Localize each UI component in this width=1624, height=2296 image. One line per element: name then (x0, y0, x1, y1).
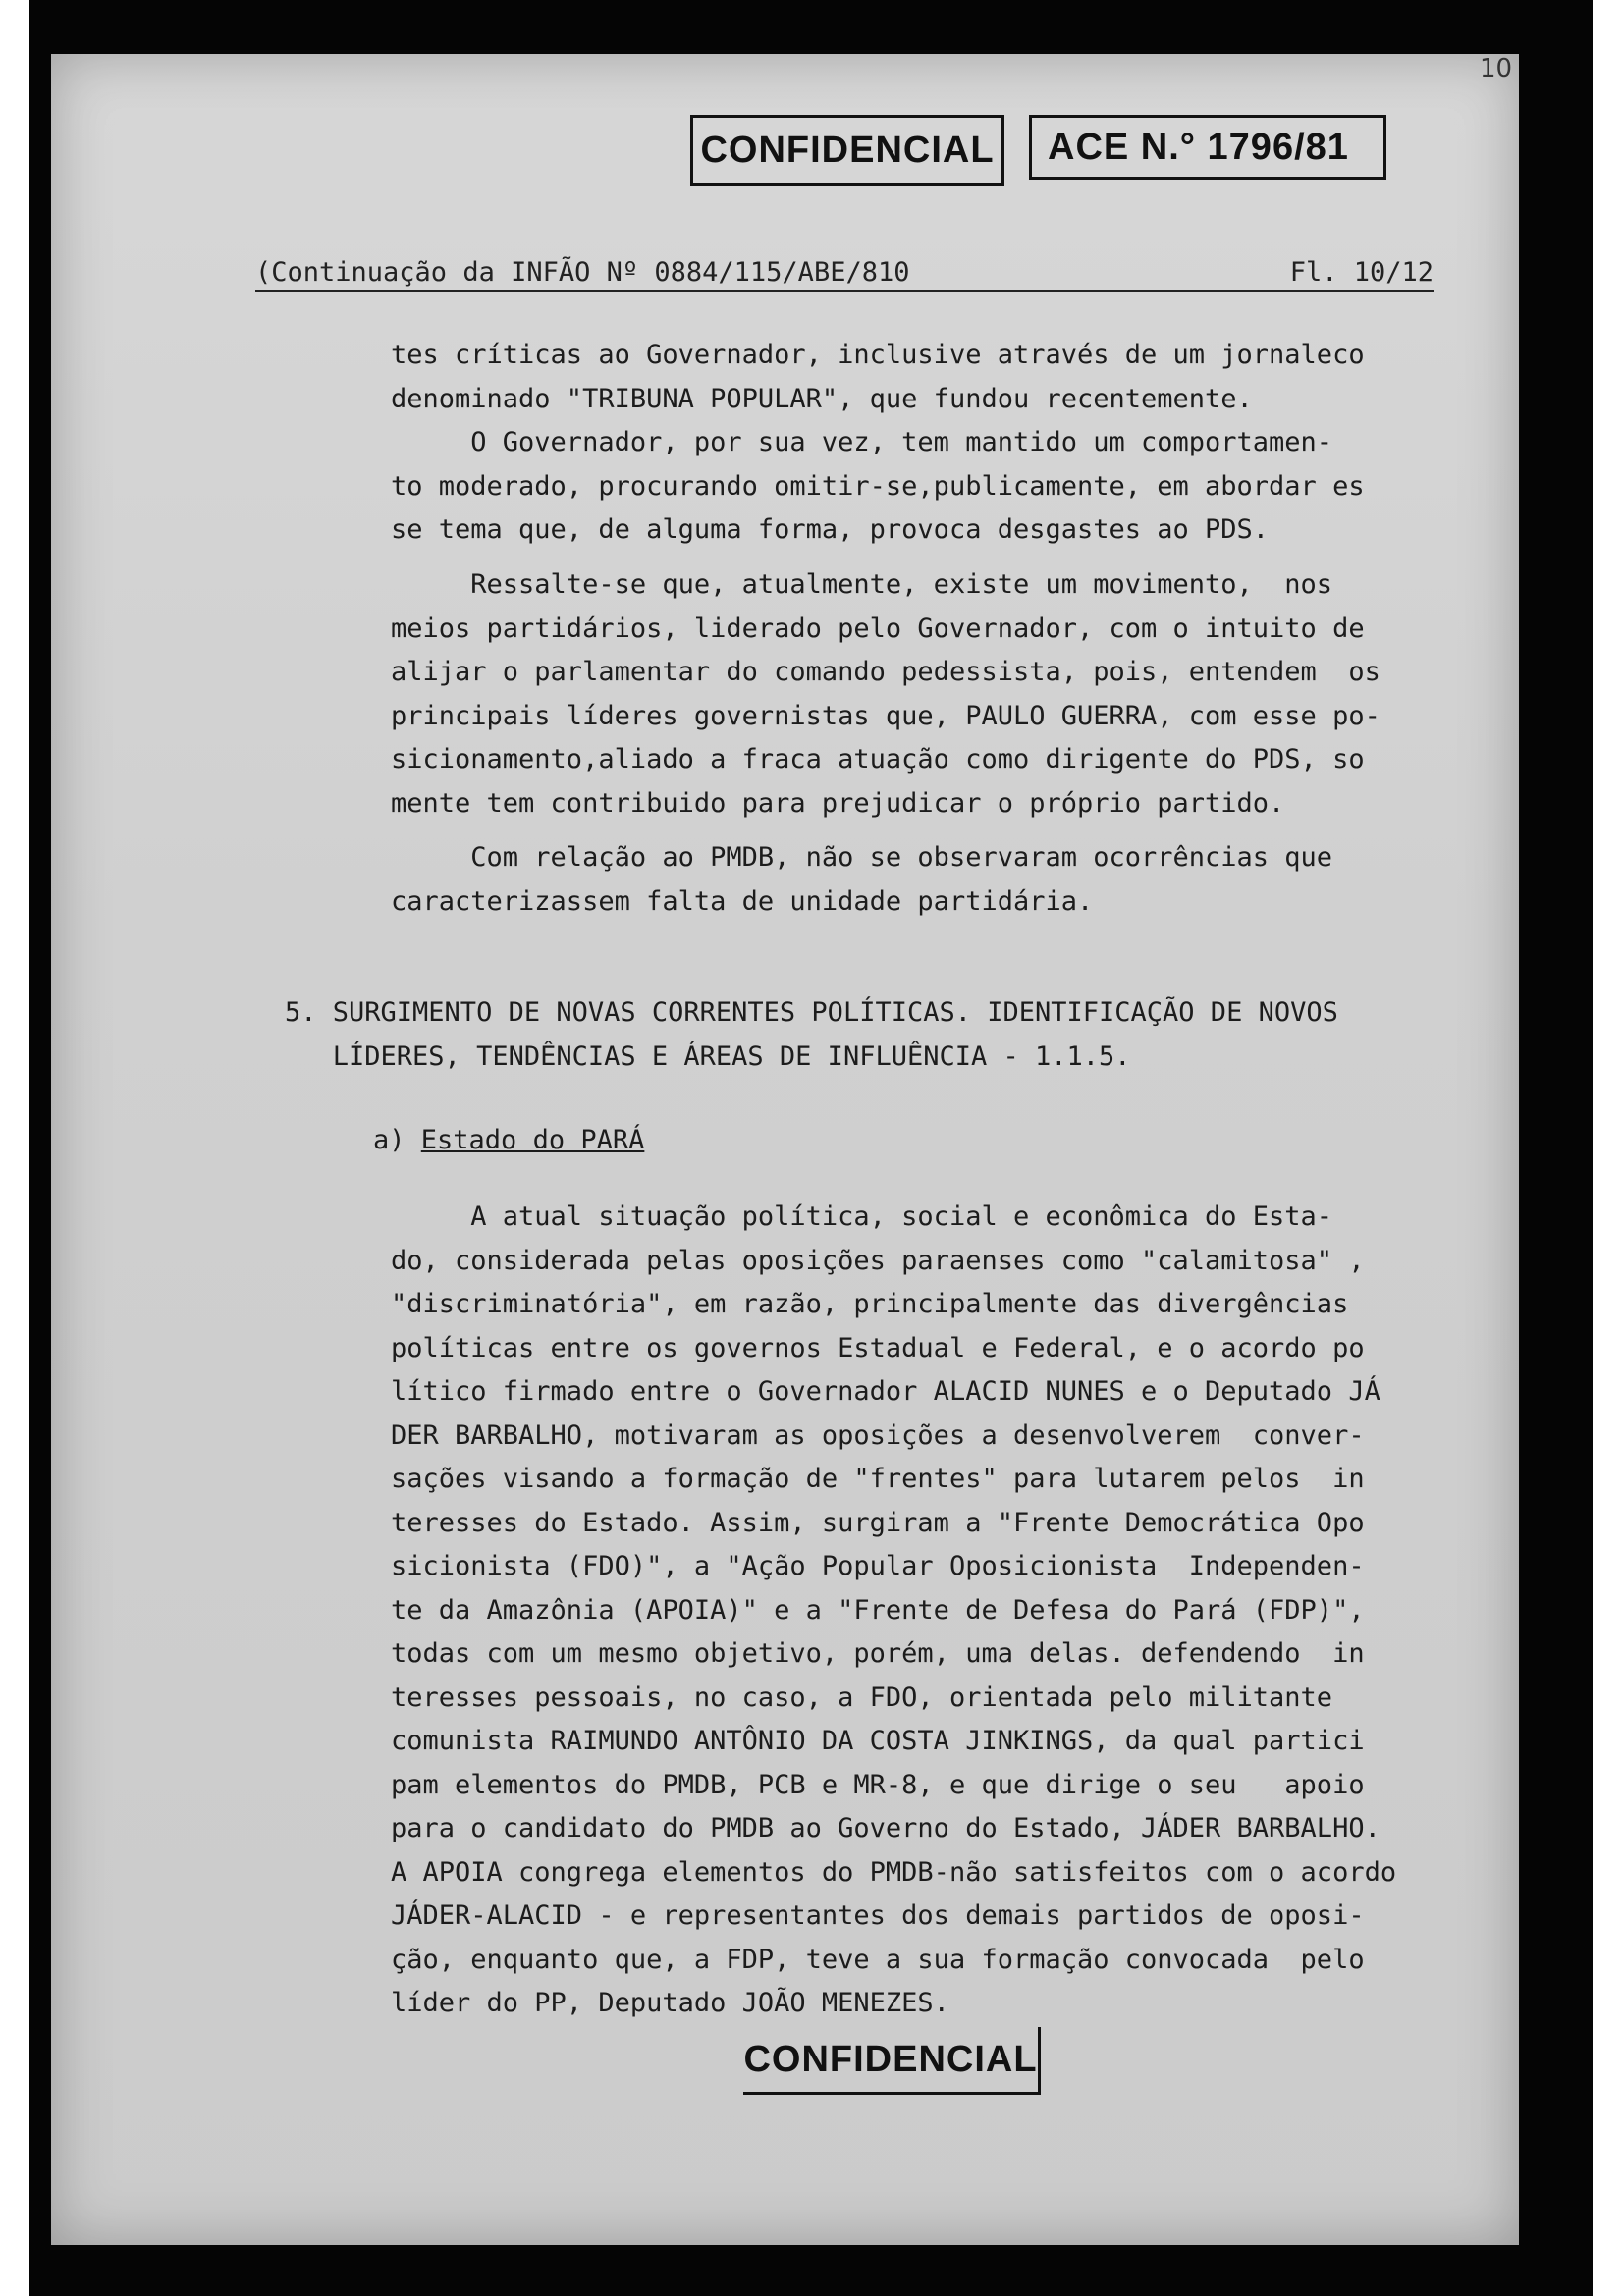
header-reference: (Continuação da INFÃO Nº 0884/115/ABE/810 (255, 257, 910, 288)
text-line: alijar o parlamentar do comando pedessista, pois, entendem os (391, 657, 1380, 687)
text-line: lítico firmado entre o Governador ALACID NUNES e o Deputado JÁ (391, 1376, 1380, 1407)
text-line: Ressalte-se que, atualmente, existe um movimento, nos (391, 569, 1333, 600)
text-line: sações visando a formação de "frentes" para lutarem pelos in (391, 1464, 1365, 1494)
text-line: pam elementos do PMDB, PCB e MR-8, e que dirige o seu apoio (391, 1769, 1365, 1800)
text-line: DER BARBALHO, motivaram as oposições a desenvolverem conver- (391, 1419, 1365, 1451)
text-line: principais líderes governistas que, PAULO GUERRA, com esse po- (391, 700, 1380, 731)
paragraph-para-situation (391, 1196, 1446, 2026)
subsection-title: Estado do PARÁ (420, 1125, 645, 1155)
ace-number-stamp: ACE N.° 1796/81 (1029, 115, 1386, 180)
text-line: para o candidato do PMDB ao Governo do Estado, JÁDER BARBALHO. (391, 1813, 1380, 1843)
paragraph-movement (391, 563, 1446, 826)
text-line: mente tem contribuido para prejudicar o próprio partido. (391, 787, 1285, 819)
text-line: meios partidários, liderado pelo Governador, com o intuito de (391, 613, 1365, 644)
text-line: "discriminatória", em razão, principalmente das divergências (391, 1289, 1349, 1319)
text-line: A APOIA congrega elementos do PMDB-não satisfeitos com o acordo (391, 1856, 1397, 1888)
text-line: ção, enquanto que, a FDP, teve a sua formação convocada pelo (391, 1944, 1365, 1975)
continuation-header (255, 257, 1434, 292)
text-line: denominado "TRIBUNA POPULAR", que fundou recentemente. (391, 383, 1253, 414)
section-5-heading (285, 991, 1443, 1079)
text-line: tes críticas ao Governador, inclusive através de um jornaleco (391, 340, 1365, 370)
text-line: A atual situação política, social e econômica do Esta- (391, 1201, 1333, 1232)
text-line: se tema que, de alguma forma, provoca desgastes ao PDS. (391, 514, 1270, 545)
text-line: JÁDER-ALACID - e representantes dos demais partidos de oposi- (391, 1900, 1365, 1931)
text-line: teresses do Estado. Assim, surgiram a "Frente Democrática Opo (391, 1507, 1365, 1538)
paragraph-governor (391, 334, 1446, 553)
text-line: sicionista (FDO)", a "Ação Popular Oposicionista Independen- (391, 1551, 1365, 1581)
confidencial-stamp-top: CONFIDENCIAL (690, 115, 1004, 186)
text-line: sicionamento,aliado a fraca atuação como dirigente do PDS, so (391, 744, 1365, 774)
page-number: 10 (1480, 54, 1513, 83)
text-line: teresses pessoais, no caso, a FDO, orientada pelo militante (391, 1682, 1333, 1713)
subsection-marker: a) (373, 1125, 406, 1155)
text-line: te da Amazônia (APOIA)" e a "Frente de Defesa do Pará (FDP)", (391, 1594, 1365, 1626)
text-line: caracterizassem falta de unidade partidária. (391, 885, 1094, 917)
text-line: líder do PP, Deputado JOÃO MENEZES. (391, 1988, 949, 2018)
text-line: to moderado, procurando omitir-se,publicamente, em abordar es (391, 470, 1365, 502)
text-line: todas com um mesmo objetivo, porém, uma delas. defendendo in (391, 1638, 1365, 1669)
text-line: 5. SURGIMENTO DE NOVAS CORRENTES POLÍTICAS. IDENTIFICAÇÃO DE NOVOS (285, 997, 1338, 1028)
paragraph-pmdb (391, 836, 1446, 924)
text-line: LÍDERES, TENDÊNCIAS E ÁREAS DE INFLUÊNCIA - 1.1.5. (285, 1041, 1131, 1072)
text-line: O Governador, por sua vez, tem mantido um comportamen- (391, 427, 1333, 457)
text-line: comunista RAIMUNDO ANTÔNIO DA COSTA JINKINGS, da qual partici (391, 1726, 1365, 1756)
text-line: Com relação ao PMDB, não se observaram ocorrências que (391, 842, 1333, 873)
confidencial-stamp-bottom: CONFIDENCIAL (743, 2027, 1041, 2095)
header-folio: Fl. 10/12 (1289, 257, 1434, 288)
text-line: políticas entre os governos Estadual e Federal, e o acordo po (391, 1332, 1365, 1363)
subsection-a-heading (373, 1125, 644, 1155)
text-line: do, considerada pelas oposições paraenses como "calamitosa" , (391, 1245, 1365, 1276)
